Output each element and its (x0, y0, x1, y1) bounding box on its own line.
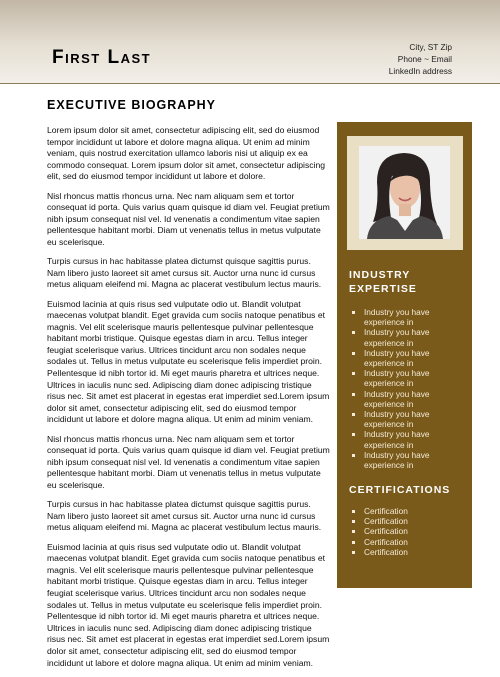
bio-paragraph: Turpis cursus in hac habitasse platea dictumst quisque sagittis purus. Nam libero justo laoreet sit amet cursus sit. Auctor urna nunc id cursus metus aliquam eleifend mi. Magna ac placerat vestibulum lectus mauris. (47, 256, 322, 290)
expertise-item: Industry you have experience in (349, 429, 467, 449)
certifications-list (349, 506, 467, 557)
certification-item: Certification (349, 506, 467, 516)
certification-item: Certification (349, 526, 467, 536)
expertise-item: Industry you have experience in (349, 307, 467, 327)
certification-item: Certification (349, 516, 467, 526)
expertise-item: Industry you have experience in (349, 389, 467, 409)
section-title: EXECUTIVE BIOGRAPHY (47, 98, 217, 112)
expertise-item: Industry you have experience in (349, 348, 467, 368)
contact-info (302, 41, 452, 77)
certification-item: Certification (349, 537, 467, 547)
photo-frame (347, 136, 463, 250)
biography-body (47, 125, 331, 677)
expertise-item: Industry you have experience in (349, 368, 467, 388)
bio-paragraph: Lorem ipsum dolor sit amet, consectetur adipiscing elit, sed do eiusmod tempor incididunt ut labore et dolore magna aliqua. Ut enim ad minim veniam, quis nostrud exercitation ullamco laboris nisi ut aliquip ex ea commodo consequat. Lorem ipsum dolor sit amet, consectetur adipiscing elit, sed do eiusmod tempor incididunt ut labore et dolore. (47, 125, 326, 182)
expertise-item: Industry you have experience in (349, 327, 467, 347)
contact-phone-email: Phone ~ Email (397, 54, 452, 64)
bio-paragraph: Turpis cursus in hac habitasse platea dictumst quisque sagittis purus. Nam libero justo laoreet sit amet cursus sit. Auctor urna nunc id cursus metus aliquam eleifend mi. Magna ac placerat vestibulum lectus mauris. (47, 499, 322, 533)
expertise-list (349, 307, 467, 470)
expertise-item: Industry you have experience in (349, 450, 467, 470)
page-header (0, 0, 500, 84)
person-photo-icon (359, 146, 450, 239)
bio-paragraph: Euismod lacinia at quis risus sed vulputate odio ut. Blandit volutpat maecenas volutpat blandit. Eget gravida cum sociis natoque penatibus et magnis. Vel elit scelerisque mauris pellentesque pulvinar pellentesque habitant morbi tristique. Quisque egestas diam in arcu. Tellus integer feugiat scelerisque varius. Ultrices tincidunt arcu non sodales neque sodales ut. Tellus in metus vulputate eu scelerisque felis imperdiet proin. Pellentesque id nibh tortor id. Mi eget mauris pharetra et ultrices neque. Ultrices in iaculis nunc sed. Adipiscing diam donec adipiscing tristique risus nec. Sit amet est placerat in egestas erat imperdiet sed.Lorem ipsum dolor sit amet, consectetur adipiscing elit, sed do eiusmod tempor incididunt ut labore et dolore magna aliqua. Ut enim ad minim veniam. (47, 541, 330, 668)
bio-paragraph: Euismod lacinia at quis risus sed vulputate odio ut. Blandit volutpat maecenas volutpat blandit. Eget gravida cum sociis natoque penatibus et magnis. Vel elit scelerisque mauris pellentesque pulvinar pellentesque habitant morbi tristique. Quisque egestas diam in arcu. Tellus integer feugiat scelerisque varius. Ultrices tincidunt arcu non sodales neque sodales ut. Tellus in metus vulputate eu scelerisque felis imperdiet proin. Pellentesque id nibh tortor id. Mi eget mauris pharetra et ultrices neque. Ultrices in iaculis nunc sed. Adipiscing diam donec adipiscing tristique risus nec. Sit amet est placerat in egestas erat imperdiet sed.Lorem ipsum dolor sit amet, consectetur adipiscing elit, sed do eiusmod tempor incididunt ut labore et dolore magna aliqua. Ut enim ad minim veniam. (47, 298, 330, 425)
contact-city: City, ST Zip (409, 42, 452, 52)
expertise-heading: INDUSTRY EXPERTISE (349, 269, 417, 295)
person-name: First Last (52, 47, 152, 68)
sidebar (337, 122, 472, 588)
bio-paragraph: Nisl rhoncus mattis rhoncus urna. Nec nam aliquam sem et tortor consequat id porta. Quis varius quam quisque id diam vel. Feugiat pretium nibh ipsum consequat nisl vel. Id venenatis a condimentum vitae sapien pellentesque habitant morbi. Diam ut venenatis tellus in metus vulputate eu scelerisque. (47, 190, 330, 247)
profile-photo (359, 146, 450, 239)
certifications-heading: CERTIFICATIONS (349, 484, 451, 496)
contact-linkedin: LinkedIn address (388, 66, 452, 76)
certification-item: Certification (349, 547, 467, 557)
expertise-item: Industry you have experience in (349, 409, 467, 429)
bio-paragraph: Nisl rhoncus mattis rhoncus urna. Nec nam aliquam sem et tortor consequat id porta. Quis varius quam quisque id diam vel. Feugiat pretium nibh ipsum consequat nisl vel. Id venenatis a condimentum vitae sapien pellentesque habitant morbi. Diam ut venenatis tellus in metus vulputate eu scelerisque. (47, 433, 330, 490)
